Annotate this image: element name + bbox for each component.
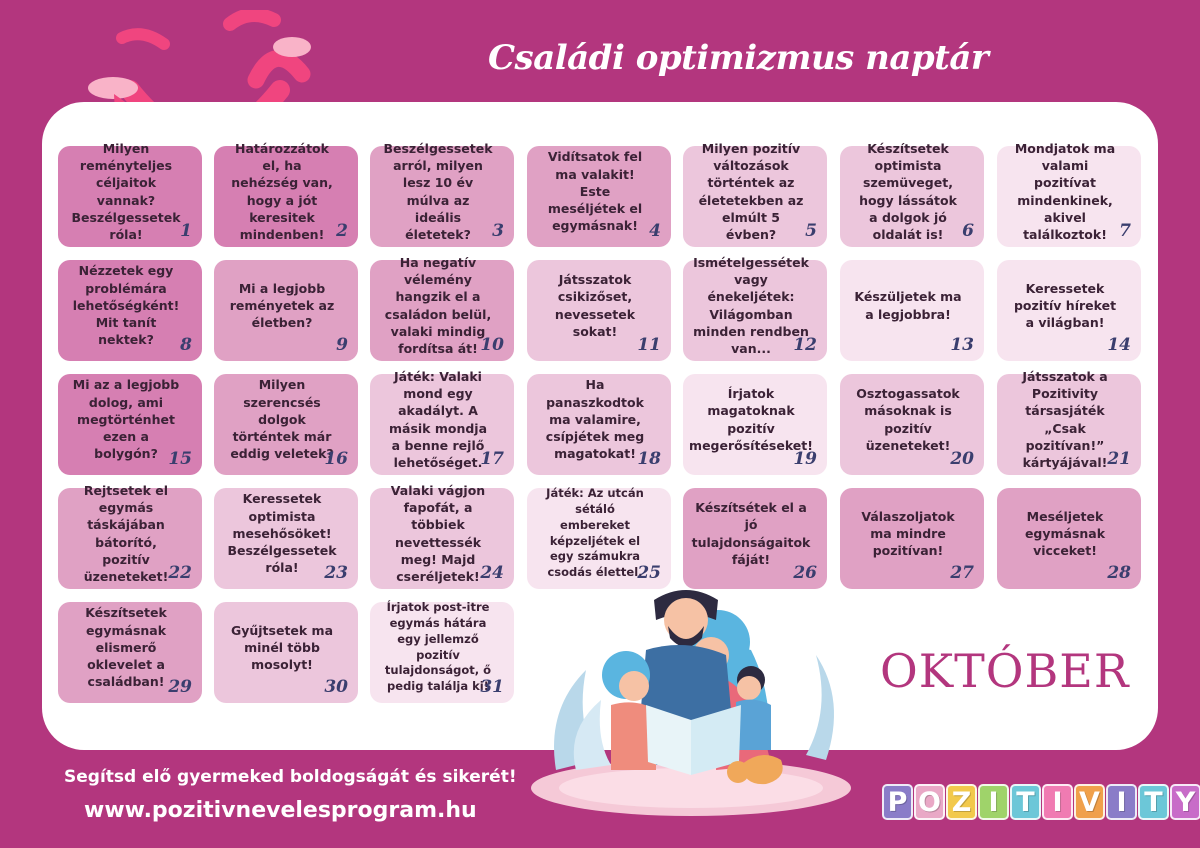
day-cell (997, 260, 1141, 361)
day-text: Keressetek optimista mesehősöket! Beszélgessetek róla! (227, 491, 337, 576)
day-text: Milyen pozitív változások történtek az életetekben az elmúlt 5 évben? (698, 140, 804, 242)
logo-letter: I (978, 784, 1009, 820)
day-cell (840, 260, 984, 361)
day-text: Mi az a legjobb dolog, ami megtörténhet ezen a bolygón? (72, 377, 180, 462)
day-cell (214, 260, 358, 361)
day-cell (683, 374, 827, 475)
day-number: 14 (1107, 334, 1131, 355)
day-cell (997, 368, 1141, 475)
day-number: 19 (793, 448, 817, 469)
day-cell (58, 140, 202, 247)
day-cell (58, 482, 202, 589)
day-number: 18 (637, 448, 661, 469)
day-number: 21 (1107, 448, 1131, 469)
day-text: Nézzetek egy problémára lehetőségként! Mit tanít nektek? (72, 263, 180, 348)
day-cell (58, 374, 202, 475)
day-text: Készítsétek el a jó tulajdonságaitok fáját! (691, 500, 811, 567)
logo-letter: V (1074, 784, 1105, 820)
logo-letter: I (1042, 784, 1073, 820)
day-number: 7 (1119, 220, 1131, 241)
day-number: 12 (793, 334, 817, 355)
day-number: 24 (480, 562, 504, 583)
logo-letter: Z (946, 784, 977, 820)
day-text: Milyen reményteljes céljaitok vannak? Beszélgessetek róla! (71, 140, 181, 242)
day-number: 5 (805, 220, 817, 241)
day-number: 23 (324, 562, 348, 583)
day-cell (214, 488, 358, 589)
logo-letter: O (914, 784, 945, 820)
day-text: Játsszatok csikizőset, nevessetek sokat! (554, 272, 636, 339)
day-number: 13 (950, 334, 974, 355)
day-number: 26 (793, 562, 817, 583)
logo-letter: Y (1170, 784, 1200, 820)
day-number: 8 (180, 334, 192, 355)
day-number: 6 (962, 220, 974, 241)
day-text: Beszélgessetek arról, milyen lesz 10 év múlva az ideális életetek? (383, 140, 493, 242)
logo-letter: I (1106, 784, 1137, 820)
day-cell (840, 374, 984, 475)
day-number: 10 (480, 334, 504, 355)
day-text: Írjatok magatoknak pozitív megerősítéseket! (689, 386, 813, 453)
day-number: 25 (637, 562, 661, 583)
website-link[interactable]: www.pozitivnevelesprogram.hu (84, 798, 477, 823)
day-text: Mondjatok ma valami pozitívat mindenkinek, akivel találkoztok! (1014, 140, 1116, 242)
day-number: 20 (950, 448, 974, 469)
day-number: 3 (492, 220, 504, 241)
day-text: Ha negatív vélemény hangzik el a családon belül, valaki mindig fordítsa át! (384, 254, 492, 356)
day-text: Mi a legjobb reményetek az életben? (229, 280, 335, 331)
day-cell (527, 146, 671, 247)
day-text: Írjatok post-itre egymás hátára egy jellemző pozitív tulajdonságot, ő pedig találja ki! (384, 599, 492, 694)
day-cell (997, 140, 1141, 247)
logo-letter: P (882, 784, 913, 820)
day-text: Valaki vágjon fapofát, a többiek nevettessék meg! Majd cseréljetek! (390, 482, 486, 584)
logo-letter: T (1138, 784, 1169, 820)
day-cell (214, 602, 358, 703)
month-label: OKTÓBER (880, 644, 1130, 698)
day-number: 2 (336, 220, 348, 241)
day-text: Határozzátok el, ha nehézség van, hogy a jót keresitek mindenben! (231, 140, 333, 242)
day-text: Meséljetek egymásnak vicceket! (1024, 508, 1106, 559)
day-number: 16 (324, 448, 348, 469)
day-number: 27 (950, 562, 974, 583)
pozitivity-logo (882, 784, 1200, 820)
day-number: 11 (637, 334, 661, 355)
day-cell (214, 374, 358, 475)
day-number: 17 (480, 448, 504, 469)
day-cell (683, 140, 827, 247)
day-cell (370, 254, 514, 361)
day-number: 29 (168, 676, 192, 697)
day-text: Válaszoljatok ma mindre pozitívan! (861, 508, 955, 559)
day-text: Ismételgessétek vagy énekeljétek: Világomban minden rendben van... (693, 254, 809, 356)
day-cell (58, 260, 202, 361)
day-number: 30 (324, 676, 348, 697)
day-text: Milyen szerencsés dolgok történtek már eddig veletek? (230, 377, 334, 462)
day-cell (527, 260, 671, 361)
day-cell (370, 368, 514, 475)
day-cell (527, 374, 671, 475)
day-cell (214, 140, 358, 247)
day-cell (683, 254, 827, 361)
day-cell (370, 482, 514, 589)
day-number: 1 (180, 220, 192, 241)
tagline: Segítsd elő gyermeked boldogságát és sikerét! (64, 767, 517, 787)
family-reading-illustration (526, 560, 856, 820)
logo-letter: T (1010, 784, 1041, 820)
calendar-title: Családi optimizmus naptár (488, 38, 989, 78)
day-number: 31 (480, 676, 504, 697)
day-number: 22 (168, 562, 192, 583)
day-number: 9 (336, 334, 348, 355)
day-text: Osztogassatok másoknak is pozitív üzeneteket! (856, 386, 960, 453)
day-text: Gyűjtsetek ma minél több mosolyt! (230, 622, 334, 673)
day-text: Készüljetek ma a legjobbra! (854, 289, 962, 322)
day-cell (370, 140, 514, 247)
day-text: Készítsetek egymásnak elismerő oklevelet a családban! (85, 605, 167, 690)
day-text: Játék: Valaki mond egy akadályt. A másik mondja a benne rejlő lehetőséget. (388, 368, 488, 470)
day-text: Játsszatok a Pozitivity társasjáték „Csak pozitívan!” kártyájával! (1022, 368, 1108, 470)
day-cell (370, 599, 514, 703)
day-text: Keressetek pozitív híreket a világban! (1013, 280, 1117, 331)
day-text: Játék: Az utcán sétáló embereket képzeljétek el egy számukra csodás élettel. (546, 485, 644, 580)
day-number: 4 (649, 220, 661, 241)
day-number: 28 (1107, 562, 1131, 583)
day-cell (840, 140, 984, 247)
day-text: Vidítsatok fel ma valakit! Este meséljétek el egymásnak! (547, 149, 643, 234)
day-text: Ha panaszkodtok ma valamire, csípjétek meg magatokat! (545, 377, 645, 462)
day-cell (58, 602, 202, 703)
day-cell (840, 488, 984, 589)
day-text: Rejtsetek el egymás táskájában bátorító, pozitív üzeneteket! (83, 482, 169, 584)
day-text: Készítsetek optimista szemüveget, hogy lássátok a dolgok jó oldalát is! (859, 140, 957, 242)
day-cell (997, 488, 1141, 589)
day-number: 15 (168, 448, 192, 469)
